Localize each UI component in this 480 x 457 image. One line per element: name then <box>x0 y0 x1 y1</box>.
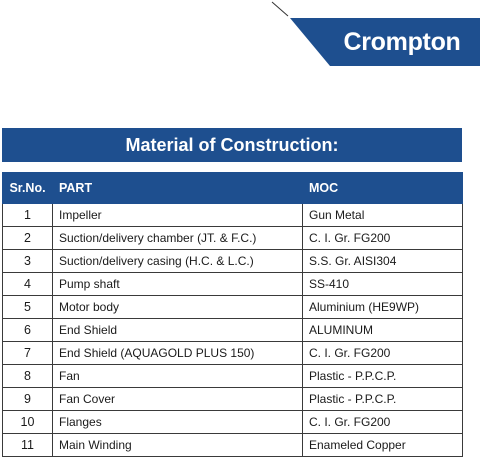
cell-moc: Gun Metal <box>303 204 463 227</box>
table-row <box>3 227 463 250</box>
cell-part: Impeller <box>53 204 303 227</box>
cell-part: End Shield (AQUAGOLD PLUS 150) <box>53 342 303 365</box>
brand-logo-text: Crompton <box>343 28 461 56</box>
material-table <box>2 172 463 457</box>
cell-sr-no: 2 <box>3 227 53 250</box>
cell-moc: Enameled Copper <box>303 434 463 457</box>
cell-part: Main Winding <box>53 434 303 457</box>
table-row <box>3 204 463 227</box>
cell-sr-no: 11 <box>3 434 53 457</box>
table-row <box>3 273 463 296</box>
cell-moc: SS-410 <box>303 273 463 296</box>
table-row <box>3 342 463 365</box>
header-part: PART <box>53 173 303 204</box>
cell-moc: Aluminium (HE9WP) <box>303 296 463 319</box>
table-row <box>3 250 463 273</box>
cell-moc: S.S. Gr. AISI304 <box>303 250 463 273</box>
table-row <box>3 365 463 388</box>
cell-sr-no: 5 <box>3 296 53 319</box>
cell-sr-no: 7 <box>3 342 53 365</box>
cell-part: Fan Cover <box>53 388 303 411</box>
cell-part: Suction/delivery chamber (JT. & F.C.) <box>53 227 303 250</box>
header-moc: MOC <box>303 173 463 204</box>
cell-moc: Plastic - P.P.C.P. <box>303 388 463 411</box>
cell-part: Pump shaft <box>53 273 303 296</box>
section-title: Material of Construction: <box>2 128 462 162</box>
cell-part: Fan <box>53 365 303 388</box>
cell-sr-no: 1 <box>3 204 53 227</box>
cell-part: End Shield <box>53 319 303 342</box>
cell-part: Suction/delivery casing (H.C. & L.C.) <box>53 250 303 273</box>
cell-part: Motor body <box>53 296 303 319</box>
cell-part: Flanges <box>53 411 303 434</box>
cell-sr-no: 3 <box>3 250 53 273</box>
header-sr-no: Sr.No. <box>3 173 53 204</box>
table-row <box>3 388 463 411</box>
cell-sr-no: 10 <box>3 411 53 434</box>
cell-moc: C. I. Gr. FG200 <box>303 411 463 434</box>
cell-moc: C. I. Gr. FG200 <box>303 342 463 365</box>
cell-moc: Plastic - P.P.C.P. <box>303 365 463 388</box>
cell-sr-no: 4 <box>3 273 53 296</box>
table-row <box>3 319 463 342</box>
table-row <box>3 296 463 319</box>
cell-sr-no: 8 <box>3 365 53 388</box>
cell-moc: ALUMINUM <box>303 319 463 342</box>
cell-sr-no: 6 <box>3 319 53 342</box>
table-header-row <box>3 173 463 204</box>
table-row <box>3 434 463 457</box>
cell-moc: C. I. Gr. FG200 <box>303 227 463 250</box>
table-row <box>3 411 463 434</box>
cell-sr-no: 9 <box>3 388 53 411</box>
